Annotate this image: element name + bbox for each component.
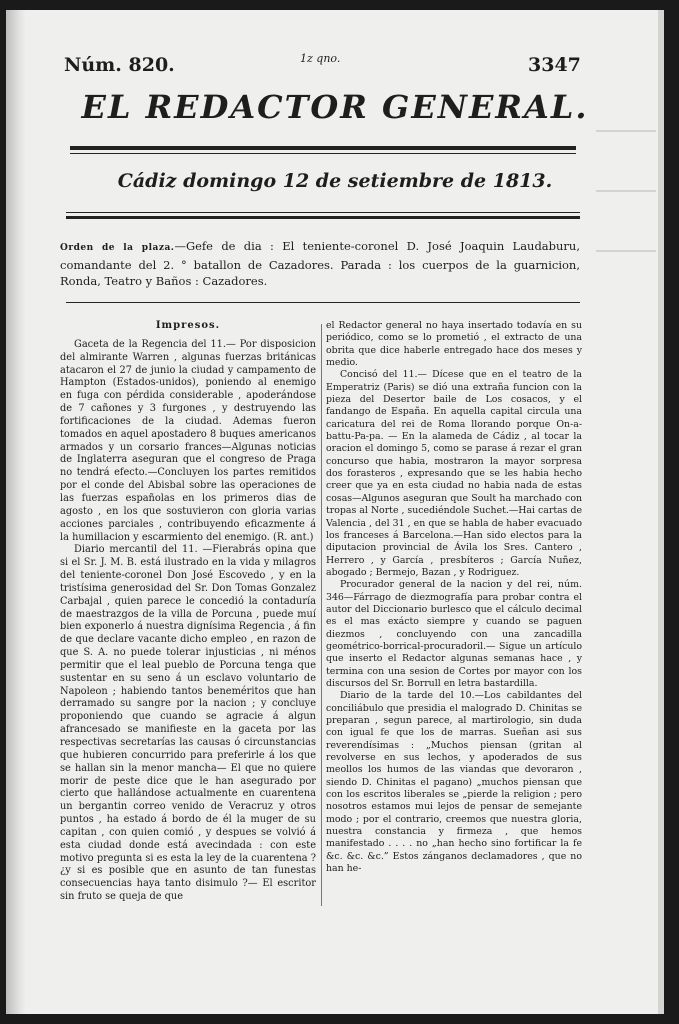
- bleed-through-mark: [596, 250, 656, 252]
- dateline: Cádiz domingo 12 de setiembre de 1813.: [117, 170, 553, 192]
- orden-de-la-plaza: [60, 238, 580, 290]
- masthead-rule-thin: [70, 153, 576, 154]
- article-paragraph: Gaceta de la Regencia del 11.— Por disposicion del almirante Warren , algunas fuerzas británicas atacaron el 27 de junio la ciudad y campamento de Hampton (Estados-unidos), poniendo al enemigo en fuga con pérdida considerable , apoderándose de 7 cañones y 3 furgones , y destruyendo las fortificaciones de la ciudad. Ademas fueron tomados en aquel apostadero 8 buques americanos armados y un corsario frances—Algunas noticias de Inglaterra aseguran que el congreso de Praga no tendrá efecto.—Concluyen los partes remitidos por el conde del Abisbal sobre las operaciones de las fuerzas españolas en los primeros dias de agosto , en los que sostuvieron con gloria varias acciones parciales , contribuyendo eficazmente á la humillacion y escarmiento del enemigo. (R. ant.): [60, 338, 316, 543]
- section-rule: [66, 302, 580, 303]
- impresos-heading: Impresos.: [155, 320, 221, 331]
- article-paragraph: Diario de la tarde del 10.—Los cabildantes del conciliábulo que presidia el malogrado D. Chinitas se preparan , segun parece, al martirologio, sin duda con igual fe que los de marras. Sueñan asi sus reverendísimas : „Muchos piensan (gritan al revolverse en sus lechos, y apoderados de sus meollos los humos de las viandas que devoraron , siendo D. Chinitas el pagano) „muchos piensan que con los escritos liberales se „pierde la religion ; pero nosotros estamos mui lejos de pensar de semejante modo ; por el contrario, creemos que nuestra gloria, nuestra constancia y firmeza , que hemos manifestado . . . . no „han hecho sino fortificar la fe &c. &c. &c.” Estos zánganos declamadores , que no han he-: [326, 690, 582, 875]
- issue-number: Núm. 820.: [64, 54, 175, 76]
- article-paragraph: el Redactor general no haya insertado todavía en su periódico, como se lo prometió , el extracto de una obrita que dice haberle entregado hace dos meses y medio.: [326, 320, 582, 369]
- article-paragraph: Diario mercantil del 11. —Fierabrás opina que si el Sr. J. M. B. está ilustrado en la vida y milagros del teniente-coronel Don José Escovedo , y en la tristísima generosidad del Sr. Don Tomas Gonzalez Carbajal , quien parece le concedió la contaduría de maestrazgos de la villa de Porcuna , puede muí bien exponerlo á nuestra dignísima Regencia , á fin de que declare vacante dicho empleo , en razon de que S. A. no puede tolerar injusticias , ni ménos permitir que el leal pueblo de Porcuna tenga que sustentar en su seno á un esclavo voluntario de Napoleon ; habiendo tantos beneméritos que han derramado su sangre por la nacion ; y concluye proponiendo que cuando se agracie á algun afrancesado se manifieste en la gaceta por las respectivas secretarías las causas ó circunstancias que hubieren concurrido para preferirle á los que se hallan sin la menor mancha— El que no quiere morir de peste dice que le han asegurado por cierto que hallándose actualmente en cuarentena un bergantin correo venido de Veracruz y otros puntos , ha estado á bordo de él la muger de su capitan , con quien comió , y despues se volvió á esta ciudad donde está avecindada : con este motivo pregunta si es esta la ley de la cuarentena ? ¿y si es posible que en asunto de tan funestas consecuencias haya tanto disimulo ?— El escritor sin fruto se queja de que: [60, 544, 316, 903]
- page-number: 3347: [528, 54, 581, 76]
- binding-gutter: [6, 10, 26, 1014]
- orden-text: —Gefe de dia : El teniente-coronel D. José Joaquin Laudaburu, comandante del 2. ° batallon de Cazadores. Parada : los cuerpos de la guarnicion, Ronda, Teatro y Baños : Cazadores.: [60, 239, 580, 288]
- bleed-through-mark: [596, 130, 656, 132]
- newspaper-page: [6, 10, 664, 1014]
- dateline-rule-thin: [66, 212, 580, 213]
- column-right: [326, 320, 582, 875]
- page-edge: [658, 10, 664, 1014]
- masthead-title: EL REDACTOR GENERAL.: [81, 88, 589, 126]
- column-divider: [321, 324, 322, 906]
- price-note: 1z qno.: [300, 52, 341, 65]
- masthead-rule-thick: [70, 146, 576, 150]
- column-left: [60, 320, 316, 904]
- orden-label: Orden de la plaza.: [60, 243, 175, 253]
- article-paragraph: Procurador general de la nacion y del rei, núm. 346—Fárrago de diezmografía para probar contra el autor del Diccionario burlesco que el cálculo decimal es el mas exácto siempre y cuando se paguen diezmos , concluyendo con una zancadilla geométrico-borrical-procuradoril.— Sigue un artículo que inserto el Redactor algunas semanas hace , y termina con una sesion de Cortes por mayor con los discursos del Sr. Borrull en letra bastardilla.: [326, 579, 582, 689]
- dateline-rule-thick: [66, 216, 580, 219]
- article-paragraph: Concisó del 11.— Dícese que en el teatro de la Emperatriz (Paris) se dió una extraña funcion con la pieza del Desertor baile de Los cosacos, y el fandango de España. En aquella capital circula una caricatura del rei de Roma llorando porque On-a-battu-Pa-pa. — En la alameda de Cádiz , al tocar la oracion el domingo 5, como se parase á rezar el gran concurso que habia, mostraron la mayor sorpresa dos forasteros , expresando que se les habia hecho creer que ya en esta ciudad no habia nada de estas cosas—Algunos aseguran que Soult ha marchado con tropas al Norte , sucediéndole Suchet.—Hai cartas de Valencia , del 31 , en que se habla de haber evacuado los franceses á Barcelona.—Han sido electos para la diputacion provincial de Ávila los Sres. Cantero , Herrero , y García , presbíteros ; García Nuñez, abogado ; Bermejo, Bazan , y Rodriguez.: [326, 369, 583, 578]
